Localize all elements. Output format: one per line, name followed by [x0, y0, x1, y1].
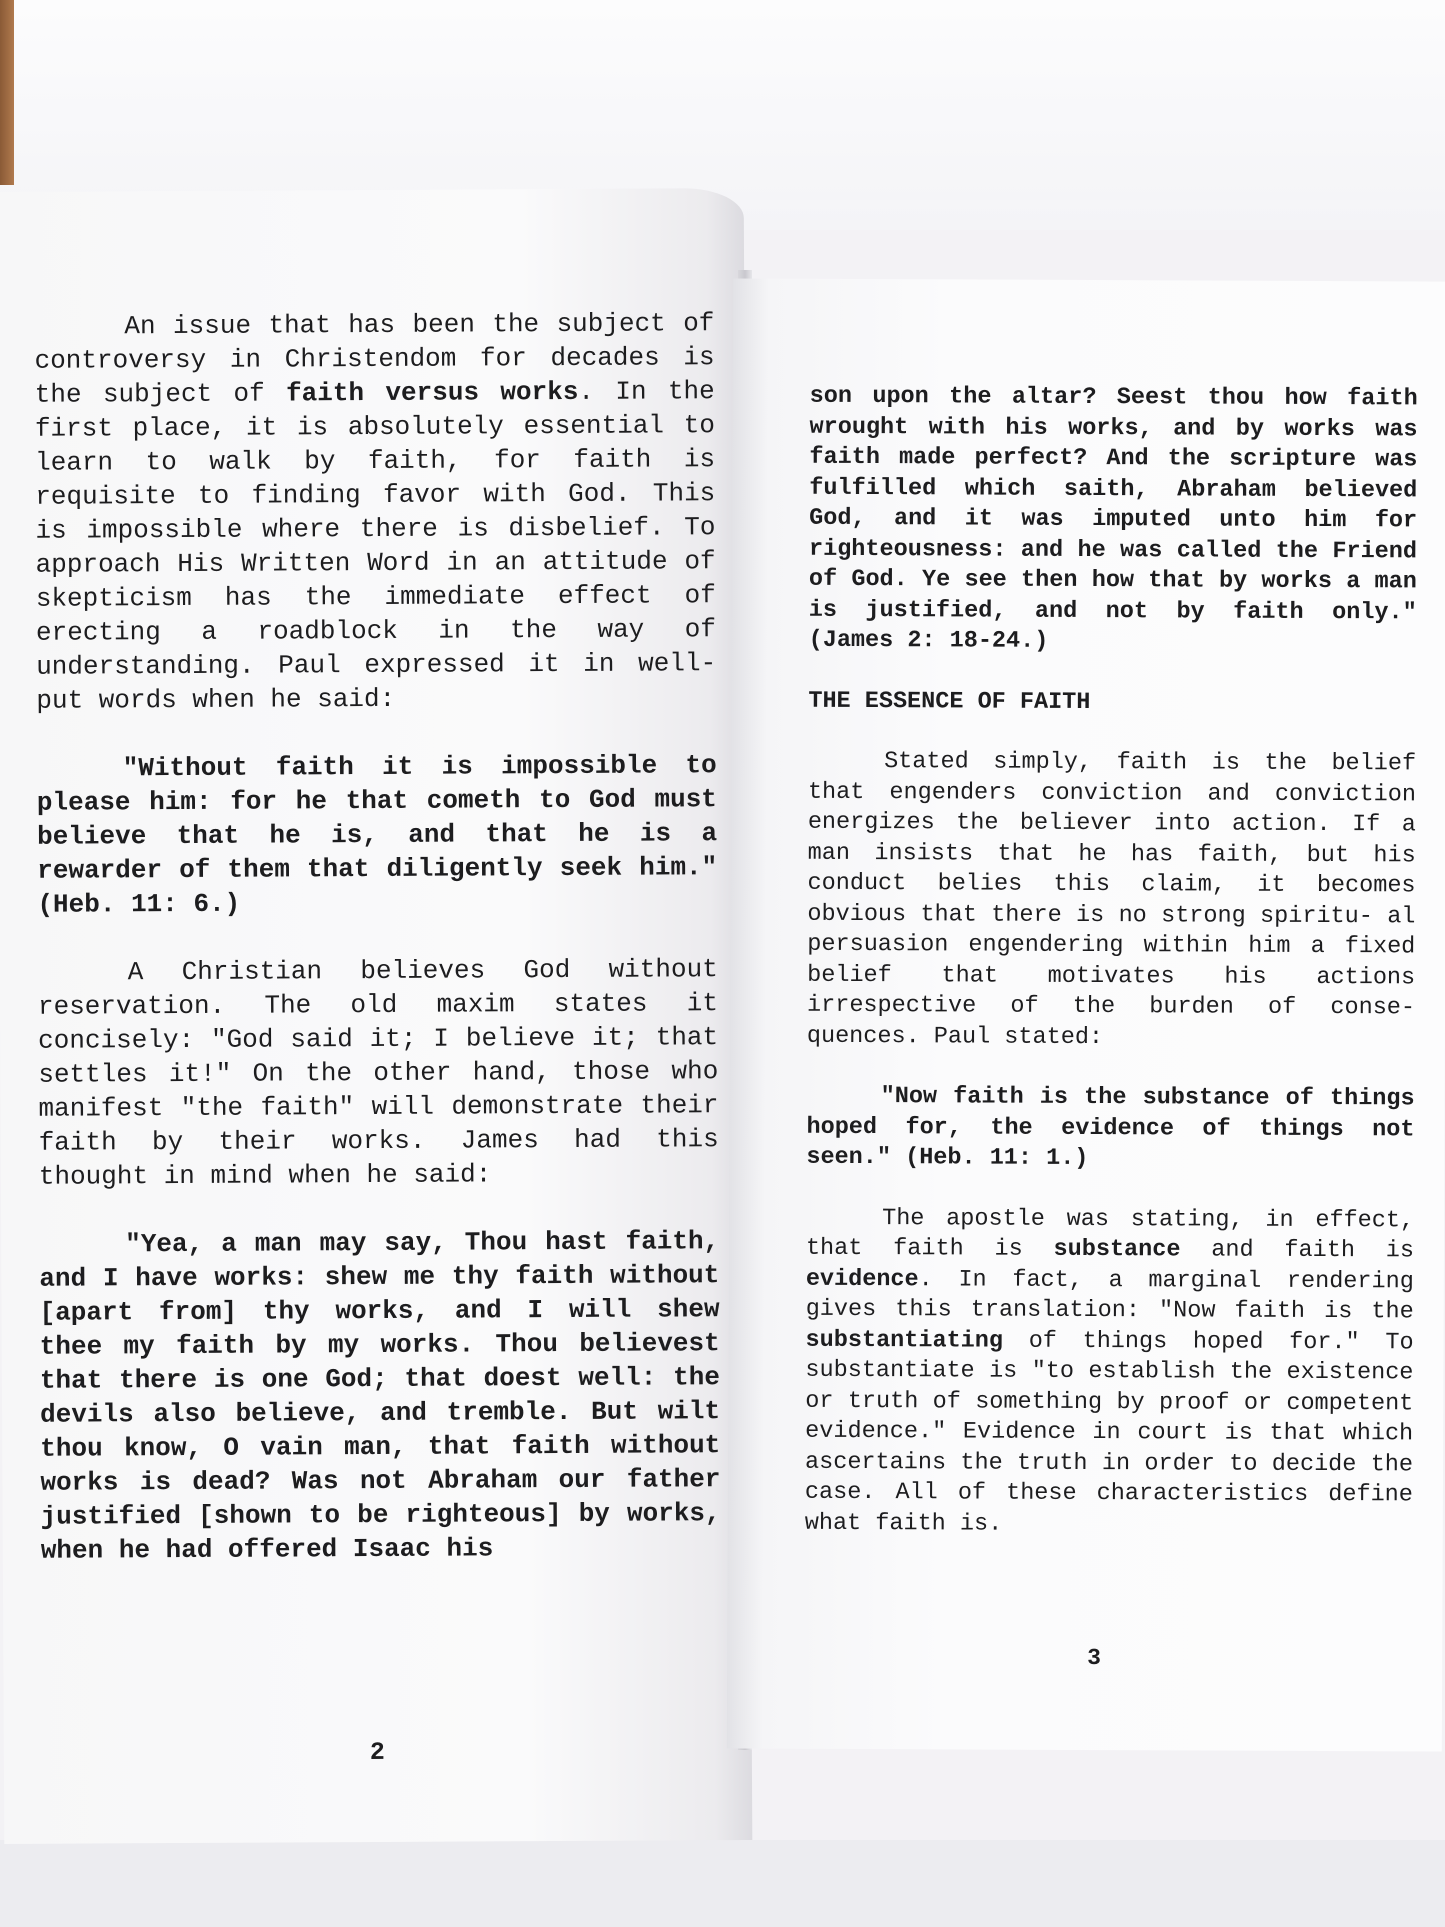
paragraph-intro-text: An issue that has been the subject of controversy in Christendom for decades is the subject of — [34, 308, 715, 410]
quote-text: "Now faith is the substance of things hoped for, the evidence of things not seen." — [806, 1083, 1415, 1172]
paragraph-apostle-text: . In fact, a marginal rendering gives this translation: "Now faith is the — [805, 1265, 1414, 1326]
paragraph-apostle-text: The apostle was stating, in effect, that faith is — [805, 1204, 1415, 1263]
emphasis-evidence: evidence — [805, 1265, 919, 1293]
quote-reference: (Heb. 11: 6.) — [37, 888, 241, 920]
page-number: 2 — [369, 1737, 385, 1768]
paragraph-intro — [34, 306, 716, 718]
quote-text-cont: son upon the altar? Seest thou how faith wrought with his works, and by works was faith made perfect? And the scripture was fulfilled which saith, Abraham believed God, and it was imputed unto him for righteousness: and he was called the Friend of God. Ye see then how that by works a man is justified, and not by faith only." — [808, 382, 1418, 626]
quote-hebrews-11-1 — [806, 1082, 1414, 1176]
background-surface-bottom — [0, 1840, 1445, 1927]
section-heading: THE ESSENCE OF FAITH — [808, 687, 1091, 716]
right-page — [727, 278, 1445, 1751]
paragraph-apostle-text: and faith is — [1180, 1236, 1415, 1265]
quote-hebrews-11-6 — [37, 748, 718, 922]
quote-text: "Without faith it is impossible to please him: for he that cometh to God must believe that he is, and that he is a rewarder of them that diligently seek him." — [36, 750, 718, 886]
quote-james-2: "Yea, a man may say, Thou hast faith, and I have works: shew me thy faith without [apart from] thy works, and I will shew thee my faith by my works. Thou believest that there is one God; that doest well: the devils also believe, and tremble. But wilt thou know, O vain man, that faith without works is dead? Was not Abraham our father justified [shown to be righteous] by works, when he had offered Isaac his — [39, 1226, 721, 1566]
paragraph-apostle-text: of things hoped for." To substantiate is "to establish the existence or truth of something by proof or competent evidence." Evidence in court is that which ascertains the truth in order to decide the case. All of these characteristics define what faith is. — [804, 1327, 1414, 1538]
emphasis-substance: substance — [1053, 1235, 1181, 1264]
paragraph-christian-believes: A Christian believes God without reservation. The old maxim states it concisely: "God said it; I believe it; that settles it!" On the other hand, those who manifest "the faith" will demonstrate their faith by their works. James had this thought in mind when he said: — [37, 954, 719, 1192]
quote-reference: (James 2: 18-24.) — [808, 626, 1049, 655]
table-edge — [0, 0, 14, 185]
paragraph-intro-text-cont: . In the first place, it is absolutely essential to learn to walk by faith, for faith is requisite to finding favor with God. This is impossible where there is disbelief. To approach His Written Word in an attitude of skepticism has the immediate effect of erecting a roadblock in the way of understanding. Paul expressed it in well-put words when he said: — [34, 376, 717, 716]
paragraph-stated-simply: Stated simply, faith is the belief that engenders conviction and conviction energizes the believer into action. If a man insists that he has faith, but his conduct belies this claim, it becomes obvious that there is no strong spiritu- al persuasion engendering within him a fixed belief that motivates his actions irrespective of the burden of conse- quences. Paul stated: — [806, 748, 1417, 1051]
page-number: 3 — [1087, 1645, 1102, 1672]
emphasis-faith-versus-works: faith versus works — [285, 376, 579, 409]
left-page — [0, 188, 752, 1844]
paragraph-apostle — [805, 1203, 1414, 1541]
emphasis-substantiating: substantiating — [805, 1326, 1004, 1355]
quote-james-2-continued — [809, 382, 1418, 659]
quote-reference: (Heb. 11: 1.) — [905, 1144, 1089, 1173]
